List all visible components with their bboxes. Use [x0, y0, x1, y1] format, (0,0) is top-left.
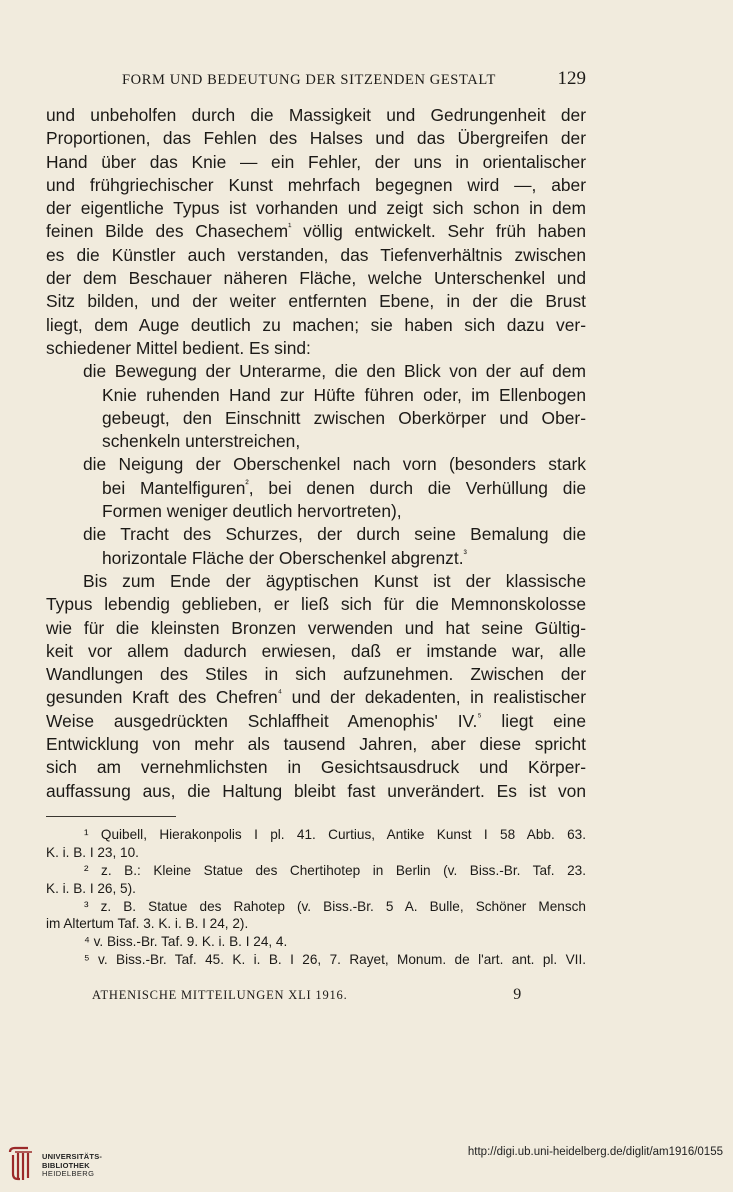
running-header: [46, 68, 586, 92]
text-line: Entwicklung von mehr als tausend Jahren, aber diese spricht: [46, 734, 586, 755]
list-item-line: schenkeln unterstreichen,: [102, 431, 301, 452]
source-url[interactable]: http://digi.ub.uni-heidelberg.de/diglit/am1916/0155: [467, 1146, 723, 1158]
text-fragment: völlig entwickelt. Sehr früh haben: [291, 221, 586, 242]
text-fragment: liegt eine: [481, 710, 586, 731]
text-line: Bis zum Ende der ägyptischen Kunst ist der klassische: [83, 570, 586, 591]
list-item-line: gebeugt, den Einschnitt zwischen Oberkörper und Ober-: [102, 407, 586, 428]
running-title: FORM UND BEDEUTUNG DER SITZENDEN GESTALT: [122, 72, 496, 88]
text-line: es die Künstler auch verstanden, das Tiefenverhältnis zwischen: [46, 244, 586, 265]
text-line: Sitz bilden, und der weiter entfernten Ebene, in der die Brust: [46, 291, 586, 312]
footnotes: [46, 826, 586, 969]
text-fragment: gesunden Kraft des Chefren: [46, 687, 278, 708]
body-text: [46, 104, 586, 803]
list-item-line: Formen weniger deutlich hervortreten),: [102, 501, 402, 522]
library-name-line: UNIVERSITÄTS-: [42, 1152, 103, 1161]
footnote-divider: [46, 816, 176, 817]
text-line: liegt, dem Auge deutlich zu machen; sie haben sich dazu ver-: [46, 314, 586, 335]
footnote-line: K. i. B. I 26, 5).: [46, 880, 136, 896]
library-name-line: BIBLIOTHEK: [42, 1160, 90, 1170]
library-name: [42, 1153, 102, 1179]
text-line: [46, 710, 586, 733]
text-line: [46, 686, 586, 709]
list-item-line: Knie ruhenden Hand zur Hüfte führen oder, im Ellenbogen: [102, 384, 586, 405]
footnote-line: K. i. B. I 23, 10.: [46, 844, 139, 860]
text-line: Typus lebendig geblieben, er ließ sich für die Memnonskolosse: [46, 594, 586, 615]
text-line: sich am vernehmlichsten in Gesichtsausdruck und Körper-: [46, 757, 586, 778]
text-line: und frühgriechischer Kunst mehrfach begegnen wird —, aber: [46, 174, 586, 195]
text-line: und unbeholfen durch die Massigkeit und Gedrungenheit der: [46, 105, 586, 125]
text-fragment: , bei denen durch die Verhüllung die: [248, 477, 586, 498]
text-line: der eigentliche Typus ist vorhanden und zeigt sich schon in dem: [46, 198, 586, 219]
text-fragment: bei Mantelfiguren: [102, 477, 246, 498]
text-fragment: Weise ausgedrückten Schlaffheit Amenophis' IV.: [46, 710, 478, 731]
text-line: der dem Beschauer näheren Fläche, welche Unterschenkel und: [46, 268, 586, 289]
text-line: Proportionen, das Fehlen des Halses und das Übergreifen der: [46, 128, 586, 149]
list-item-line: die Bewegung der Unterarme, die den Blick von der auf dem: [83, 361, 586, 382]
list-item-line: [46, 477, 586, 500]
list-item-line: die Tracht des Schurzes, der durch seine Bemalung die: [83, 524, 586, 545]
footnote-line: ² z. B.: Kleine Statue des Chertihotep in Berlin (v. Biss.-Br. Taf. 23.: [84, 862, 586, 878]
signature-number: 9: [513, 986, 522, 1003]
text-fragment: und der dekadenten, in realistischer: [282, 687, 586, 708]
footnote-ref-4: ⁴: [277, 688, 283, 700]
text-fragment: feinen Bilde des Chasechem: [46, 221, 289, 242]
footnote-line: ⁴ v. Biss.-Br. Taf. 9. K. i. B. I 24, 4.: [84, 934, 288, 950]
page-number: 129: [557, 68, 586, 89]
digitization-footer: [0, 1132, 733, 1192]
footnote-ref-5: ⁵: [477, 711, 482, 723]
signature-text: ATHENISCHE MITTEILUNGEN XLI 1916.: [92, 988, 348, 1002]
text-line: schiedener Mittel bedient. Es sind:: [46, 337, 311, 358]
text-fragment: horizontale Fläche der Oberschenkel abgrenzt.: [102, 547, 464, 568]
text-line: wie für die kleinsten Bronzen verwenden und hat seine Gültig-: [46, 617, 586, 638]
text-line: keit vor allem dadurch erwiesen, daß er imstande war, alle: [46, 640, 586, 661]
footnote-line: ³ z. B. Statue des Rahotep (v. Biss.-Br. 5 A. Bulle, Schöner Mensch: [84, 898, 586, 914]
text-line: [46, 220, 586, 243]
footnote-ref-1: ¹: [288, 222, 292, 234]
footnote-line: ¹ Quibell, Hierakonpolis I pl. 41. Curtius, Antike Kunst I 58 Abb. 63.: [84, 827, 586, 842]
footnote-line: ⁵ v. Biss.-Br. Taf. 45. K. i. B. I 26, 7. Rayet, Monum. de l'art. ant. pl. VII.: [84, 952, 586, 968]
footnote-ref-3: ³: [463, 548, 467, 560]
library-logo-icon: [6, 1144, 46, 1184]
list-item-line: die Neigung der Oberschenkel nach vorn (besonders stark: [83, 454, 586, 475]
text-line: Hand über das Knie — ein Fehler, der uns in orientalischer: [46, 151, 586, 172]
signature-line: [92, 986, 522, 1006]
footnote-line: im Altertum Taf. 3. K. i. B. I 24, 2).: [46, 916, 249, 932]
library-name-line: HEIDELBERG: [42, 1169, 95, 1178]
text-line: Wandlungen des Stiles in sich aufzunehmen. Zwischen der: [46, 664, 586, 685]
text-line: auffassung aus, die Haltung bleibt fast unverändert. Es ist von: [46, 780, 586, 801]
list-item-line: [46, 547, 586, 570]
footnote-ref-2: ²: [245, 478, 249, 490]
